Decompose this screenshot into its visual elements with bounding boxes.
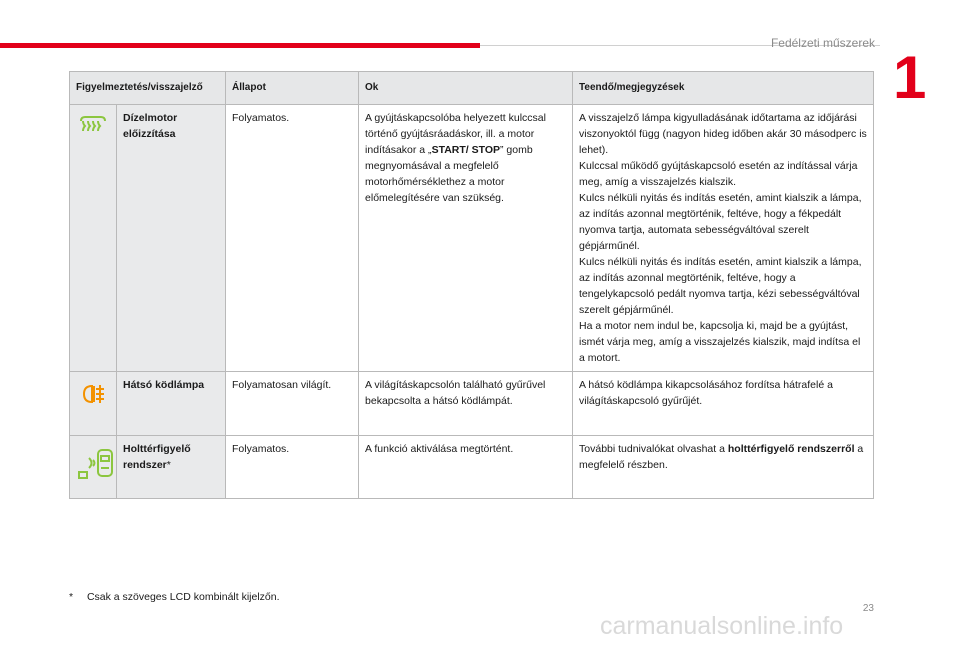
footnote-mark: * xyxy=(166,459,171,471)
column-header-action: Teendő/megjegyzések xyxy=(573,72,874,105)
section-title: Fedélzeti műszerek xyxy=(770,36,875,50)
rear-parking-sensor-icon xyxy=(76,446,116,487)
footnote-text: Csak a szöveges LCD kombinált kijelzőn. xyxy=(86,591,280,603)
action-text: További tudnivalókat olvashat a holttérfigyelő rendszerről a megfelelő részben. xyxy=(573,436,874,499)
chapter-number: 1 xyxy=(893,44,927,111)
table-row xyxy=(70,436,874,499)
status-text: Folyamatos. xyxy=(226,105,359,372)
glow-plug-preheat-icon xyxy=(78,115,108,140)
indicator-name: Hátsó ködlámpa xyxy=(117,372,226,436)
cause-text: A gyújtáskapcsolóba helyezett kulccsal történő gyújtásráadáskor, ill. a motor indításakor a „START/ STOP” gomb megnyomásával a megfelelő motorhőmérséklethez a motor előmelegítésére van szükség. xyxy=(359,105,573,372)
indicator-name: Holttérfigyelő rendszer* xyxy=(117,436,226,499)
icon-cell xyxy=(70,436,117,499)
column-header-indicator: Figyelmeztetés/visszajelző xyxy=(70,72,226,105)
status-text: Folyamatosan világít. xyxy=(226,372,359,436)
icon-cell xyxy=(70,105,117,372)
table-row xyxy=(70,372,874,436)
rear-fog-lamp-icon xyxy=(79,382,107,411)
page-number: 23 xyxy=(862,603,874,614)
indicator-name: Dízelmotor előizzítása xyxy=(117,105,226,372)
cause-text: A funkció aktiválása megtörtént. xyxy=(359,436,573,499)
warning-lamp-table xyxy=(69,71,874,499)
watermark: carmanualsonline.info xyxy=(600,612,844,640)
cause-text: A világításkapcsolón található gyűrűvel bekapcsolta a hátsó ködlámpát. xyxy=(359,372,573,436)
footnote-mark: * xyxy=(69,591,74,603)
action-text: A visszajelző lámpa kigyulladásának időtartama az időjárási viszonyoktól függ (nagyon hideg időben akár 30 másodperc is lehet). Kulccsal működő gyújtáskapcsoló esetén az indítással várja meg, amíg a visszajelzés kialszik. Kulcs nélküli nyitás és indítás esetén, amint kialszik a lámpa, az indítás azonnal megtörténik, feltéve, hogy a fékpedált nyomva tartja, automata sebességváltóval szerelt gépjárműnél. Kulcs nélküli nyitás és indítás esetén, amint kialszik a lámpa, az indítás azonnal megtörténik, feltéve, hogy a tengelykapcsoló pedált nyomva tartja, kézi sebességváltóval szerelt gépjárműnél. Ha a motor nem indul be, kapcsolja ki, majd be a gyújtást, ismét várja meg, amíg a visszajelzés kialszik, majd indítsa el a motort. xyxy=(573,105,874,372)
table-header-row xyxy=(70,72,874,105)
status-text: Folyamatos. xyxy=(226,436,359,499)
header-red-bar xyxy=(0,43,480,48)
icon-cell xyxy=(70,372,117,436)
column-header-cause: Ok xyxy=(359,72,573,105)
column-header-status: Állapot xyxy=(226,72,359,105)
table-row xyxy=(70,105,874,372)
action-text: A hátsó ködlámpa kikapcsolásához fordítsa hátrafelé a világításkapcsoló gyűrűjét. xyxy=(573,372,874,436)
footnote xyxy=(69,591,280,603)
